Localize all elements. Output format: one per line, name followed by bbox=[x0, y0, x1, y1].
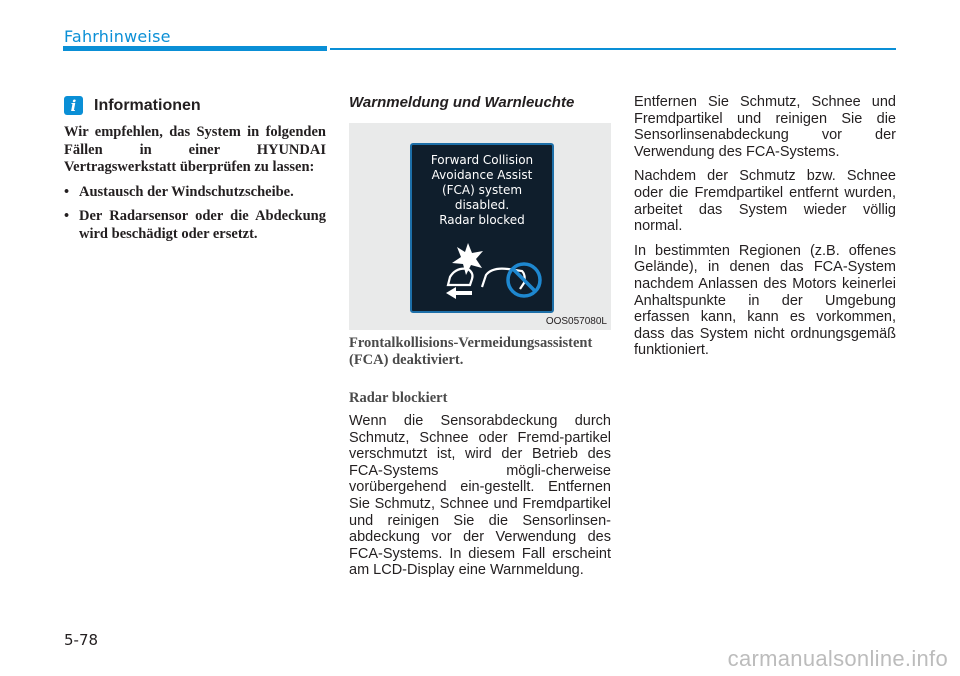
warning-heading: Warnmeldung und Warnleuchte bbox=[349, 94, 575, 111]
info-icon: i bbox=[64, 96, 83, 115]
right-paragraph: Nachdem der Schmutz bzw. Schnee oder die Fremdpartikel entfernt wurden, arbeitet das System wieder völlig normal. bbox=[634, 168, 896, 235]
arrow-left-icon bbox=[446, 287, 472, 299]
info-bullet bbox=[64, 184, 326, 202]
header-rule-thin bbox=[330, 48, 896, 50]
figure-code: OOS057080L bbox=[545, 316, 607, 327]
collision-warning-icon bbox=[412, 233, 552, 307]
display-line: (FCA) system bbox=[441, 183, 523, 197]
info-title: Informationen bbox=[94, 96, 201, 114]
display-line: Radar blocked bbox=[439, 213, 525, 227]
info-bullet-text: Austausch der Windschutzscheibe. bbox=[79, 183, 294, 200]
page-number: 5-78 bbox=[64, 631, 99, 649]
display-line: Avoidance Assist bbox=[431, 168, 533, 182]
info-bullet bbox=[64, 208, 326, 243]
right-paragraph: Entfernen Sie Schmutz, Schnee und Fremdpartikel und reinigen Sie die Sensorlinsenabdeckung vor der Verwendung des FCA-Systems. bbox=[634, 94, 896, 160]
warning-figure bbox=[349, 123, 611, 330]
right-column bbox=[634, 94, 896, 367]
car-front-icon bbox=[448, 269, 473, 285]
info-bullet-text: Der Radarsensor oder die Abdeckung wird beschädigt oder ersetzt. bbox=[79, 208, 326, 242]
display-message bbox=[412, 153, 552, 228]
car-rear-icon bbox=[482, 269, 525, 289]
display-line: Forward Collision bbox=[430, 153, 534, 167]
warning-body: Wenn die Sensorabdeckung durch Schmutz, Schnee oder Fremd-partikel verschmutzt ist, wird der Betrieb des FCA-Systems mögli-cherweise vorübergehend ein-gestellt. Entfernen Sie Schmutz, Schnee und Fremdpartikel und reinigen Sie die Sensorlinsen-abdeckung vor der Verwendung des FCA-Systems. In diesem Fall erscheint am LCD-Display eine Warnmeldung. bbox=[349, 413, 611, 579]
fca-deactivated-heading: Frontalkollisions-Vermeidungsassistent (FCA) deaktiviert. bbox=[349, 335, 593, 368]
header-rule-thick bbox=[63, 46, 327, 51]
info-paragraph: Wir empfehlen, das System in folgenden Fällen in einer HYUNDAI Vertragswerkstatt überprüfen zu lassen: bbox=[64, 124, 326, 175]
info-header bbox=[64, 96, 201, 115]
info-content bbox=[64, 124, 326, 250]
watermark: carmanualsonline.info bbox=[727, 646, 948, 671]
cluster-display bbox=[410, 143, 554, 313]
bullet-dot: • bbox=[64, 183, 70, 200]
bullet-dot: • bbox=[64, 208, 70, 224]
right-paragraph: In bestimmten Regionen (z.B. offenes Gelände), in denen das FCA-System nachdem Anlassen des Motors keinerlei Anhaltspunkte in der Umgebung erfassen kann, kann es vorkommen, dass das System nicht ordnungsgemäß funktioniert. bbox=[634, 242, 896, 359]
section-title: Fahrhinweise bbox=[64, 27, 171, 46]
display-line: disabled. bbox=[454, 198, 510, 212]
radar-blocked-heading: Radar blockiert bbox=[349, 390, 448, 406]
